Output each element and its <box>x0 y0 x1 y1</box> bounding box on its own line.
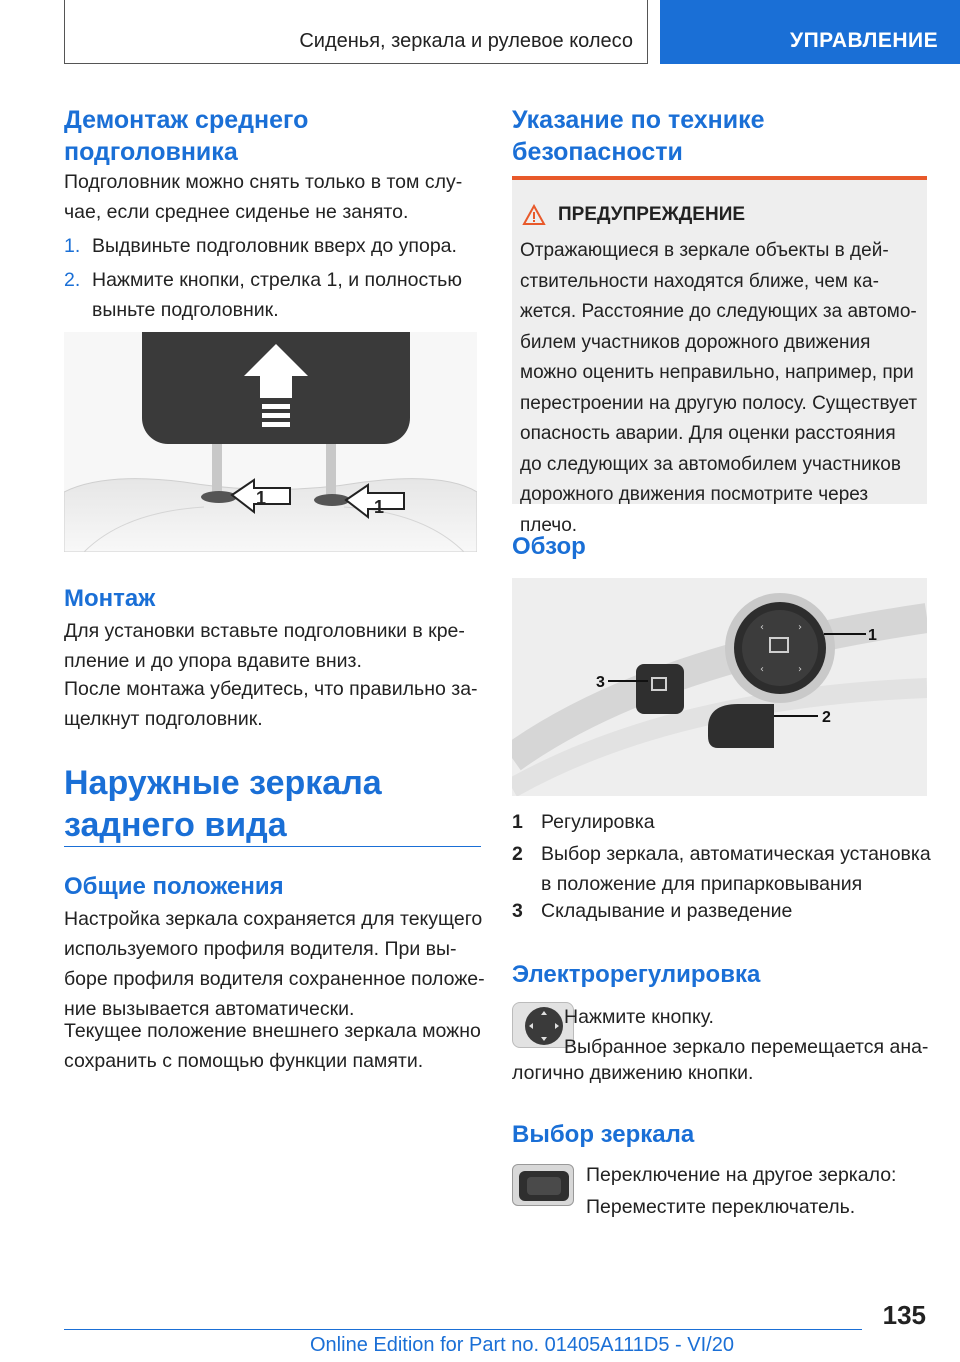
legend-text: Регулировка <box>541 811 655 833</box>
text-line: чае, если среднее сиденье не занято. <box>64 201 409 223</box>
text-line: до следующих за автомобилем участников <box>520 453 901 475</box>
legend-text: Складывание и разведение <box>541 900 793 922</box>
text-line: щелкнут подголовник. <box>64 708 263 730</box>
legend-number: 1 <box>512 811 523 833</box>
install-paragraph-2 <box>64 674 478 734</box>
text-line: Подголовник можно снять только в том слу- <box>64 171 463 193</box>
heading-electric: Электрорегулировка <box>512 961 761 988</box>
headrest-callout-1a: 1 <box>256 488 267 508</box>
text-line: Настройка зеркала сохраняется для текущего <box>64 908 483 930</box>
warning-triangle-icon <box>522 204 546 226</box>
text-line: Для установки вставьте подголовники в кре- <box>64 620 465 642</box>
panel-callout-1: 1 <box>868 627 877 644</box>
text-line: билем участников дорожного движения <box>520 331 871 353</box>
heading-select-mirror: Выбор зеркала <box>512 1121 695 1148</box>
section-title: Сиденья, зеркала и рулевое колесо <box>299 30 633 52</box>
step-text: выньте подголовник. <box>92 299 279 321</box>
step-item <box>64 265 462 325</box>
select-paragraph-2: Переместите переключатель. <box>586 1196 856 1218</box>
text-line: сохранить с помощью функции памяти. <box>64 1050 424 1072</box>
edition-link[interactable]: Online Edition for Part no. 01405A111D5 - VI/20 <box>310 1334 734 1356</box>
text-line: жется. Расстояние до следующих за автомо- <box>520 301 917 322</box>
select-paragraph-1: Переключение на другое зеркало: <box>586 1164 897 1186</box>
panel-callout-2: 2 <box>822 709 831 726</box>
text-line: плечо. <box>520 514 578 536</box>
text-line: опасность аварии. Для оценки расстояния <box>520 423 896 444</box>
headrest-callout-1b: 1 <box>374 497 385 517</box>
remove-paragraph <box>64 167 462 227</box>
legend-text: Выбор зеркала, автоматическая установка <box>541 843 931 865</box>
heading-line: заднего вида <box>64 806 287 844</box>
general-paragraph-1 <box>64 904 485 1024</box>
step-number: 2. <box>64 269 81 291</box>
svg-text:›: › <box>798 664 802 675</box>
text-line: перестроении на другую полосу. Существует <box>520 392 918 414</box>
heading-safety <box>512 104 765 168</box>
text-line: После монтажа убедитесь, что правильно за- <box>64 678 478 700</box>
legend-text: в положение для припарковывания <box>541 873 863 895</box>
text-line: используемого профиля водителя. При вы- <box>64 938 457 960</box>
legend-number: 2 <box>512 843 523 865</box>
section-divider <box>64 846 481 847</box>
page-number: 135 <box>882 1300 926 1330</box>
text-line: Текущее положение внешнего зеркала можно <box>64 1020 481 1042</box>
mirror-panel-drawing <box>512 578 927 796</box>
legend-item <box>512 839 931 899</box>
step-item <box>64 231 457 261</box>
mirror-panel-illustration <box>512 578 927 796</box>
warning-text <box>520 236 917 541</box>
footer-divider <box>64 1329 862 1330</box>
electric-paragraph-2-line-2: логично движению кнопки. <box>512 1062 754 1084</box>
legend-number: 3 <box>512 900 523 922</box>
warning-box <box>512 176 927 536</box>
text-line: дорожного движения посмотрите через <box>520 484 869 505</box>
warning-label: ПРЕДУПРЕЖДЕНИЕ <box>558 204 746 225</box>
svg-text:‹: ‹ <box>760 664 764 675</box>
text-line: пление и до упора вдавите вниз. <box>64 650 362 672</box>
chapter-tab[interactable]: УПРАВЛЕНИЕ <box>660 0 960 64</box>
heading-line: Указание по технике <box>512 106 765 134</box>
heading-line: подголовника <box>64 138 238 166</box>
headrest-drawing <box>64 332 477 552</box>
text-line: Отражающиеся в зеркале объекты в дей- <box>520 240 889 261</box>
legend-item <box>512 896 792 926</box>
heading-line: безопасности <box>512 138 683 166</box>
heading-remove-headrest <box>64 104 308 168</box>
rocker-switch-icon <box>513 1165 575 1207</box>
mirror-switch-icon <box>512 1164 574 1206</box>
text-line: ствительности находятся ближе, чем ка- <box>520 270 879 292</box>
text-line: можно оценить неправильно, например, при <box>520 362 914 383</box>
panel-callout-3: 3 <box>596 674 605 691</box>
heading-general: Общие положения <box>64 873 284 900</box>
general-paragraph-2 <box>64 1016 481 1076</box>
step-text: Нажмите кнопки, стрелка 1, и полностью <box>92 269 462 291</box>
heading-line: Наружные зеркала <box>64 764 382 802</box>
heading-install: Монтаж <box>64 585 156 612</box>
svg-text:›: › <box>798 622 802 633</box>
text-line: ние вызывается автоматически. <box>64 998 355 1020</box>
heading-line: Демонтаж среднего <box>64 106 309 134</box>
text-line: боре профиля водителя сохраненное положе- <box>64 968 485 990</box>
install-paragraph-1 <box>64 616 465 676</box>
electric-paragraph-2-line-1: Выбранное зеркало перемещается ана- <box>564 1036 929 1058</box>
running-header <box>64 0 648 64</box>
step-text: Выдвиньте подголовник вверх до упора. <box>92 235 457 257</box>
heading-overview: Обзор <box>512 533 586 560</box>
step-number: 1. <box>64 235 81 257</box>
legend-item <box>512 807 655 837</box>
headrest-illustration <box>64 332 477 552</box>
svg-text:‹: ‹ <box>760 622 764 633</box>
heading-mirrors <box>64 762 382 846</box>
electric-paragraph-1: Нажмите кнопку. <box>564 1006 714 1028</box>
